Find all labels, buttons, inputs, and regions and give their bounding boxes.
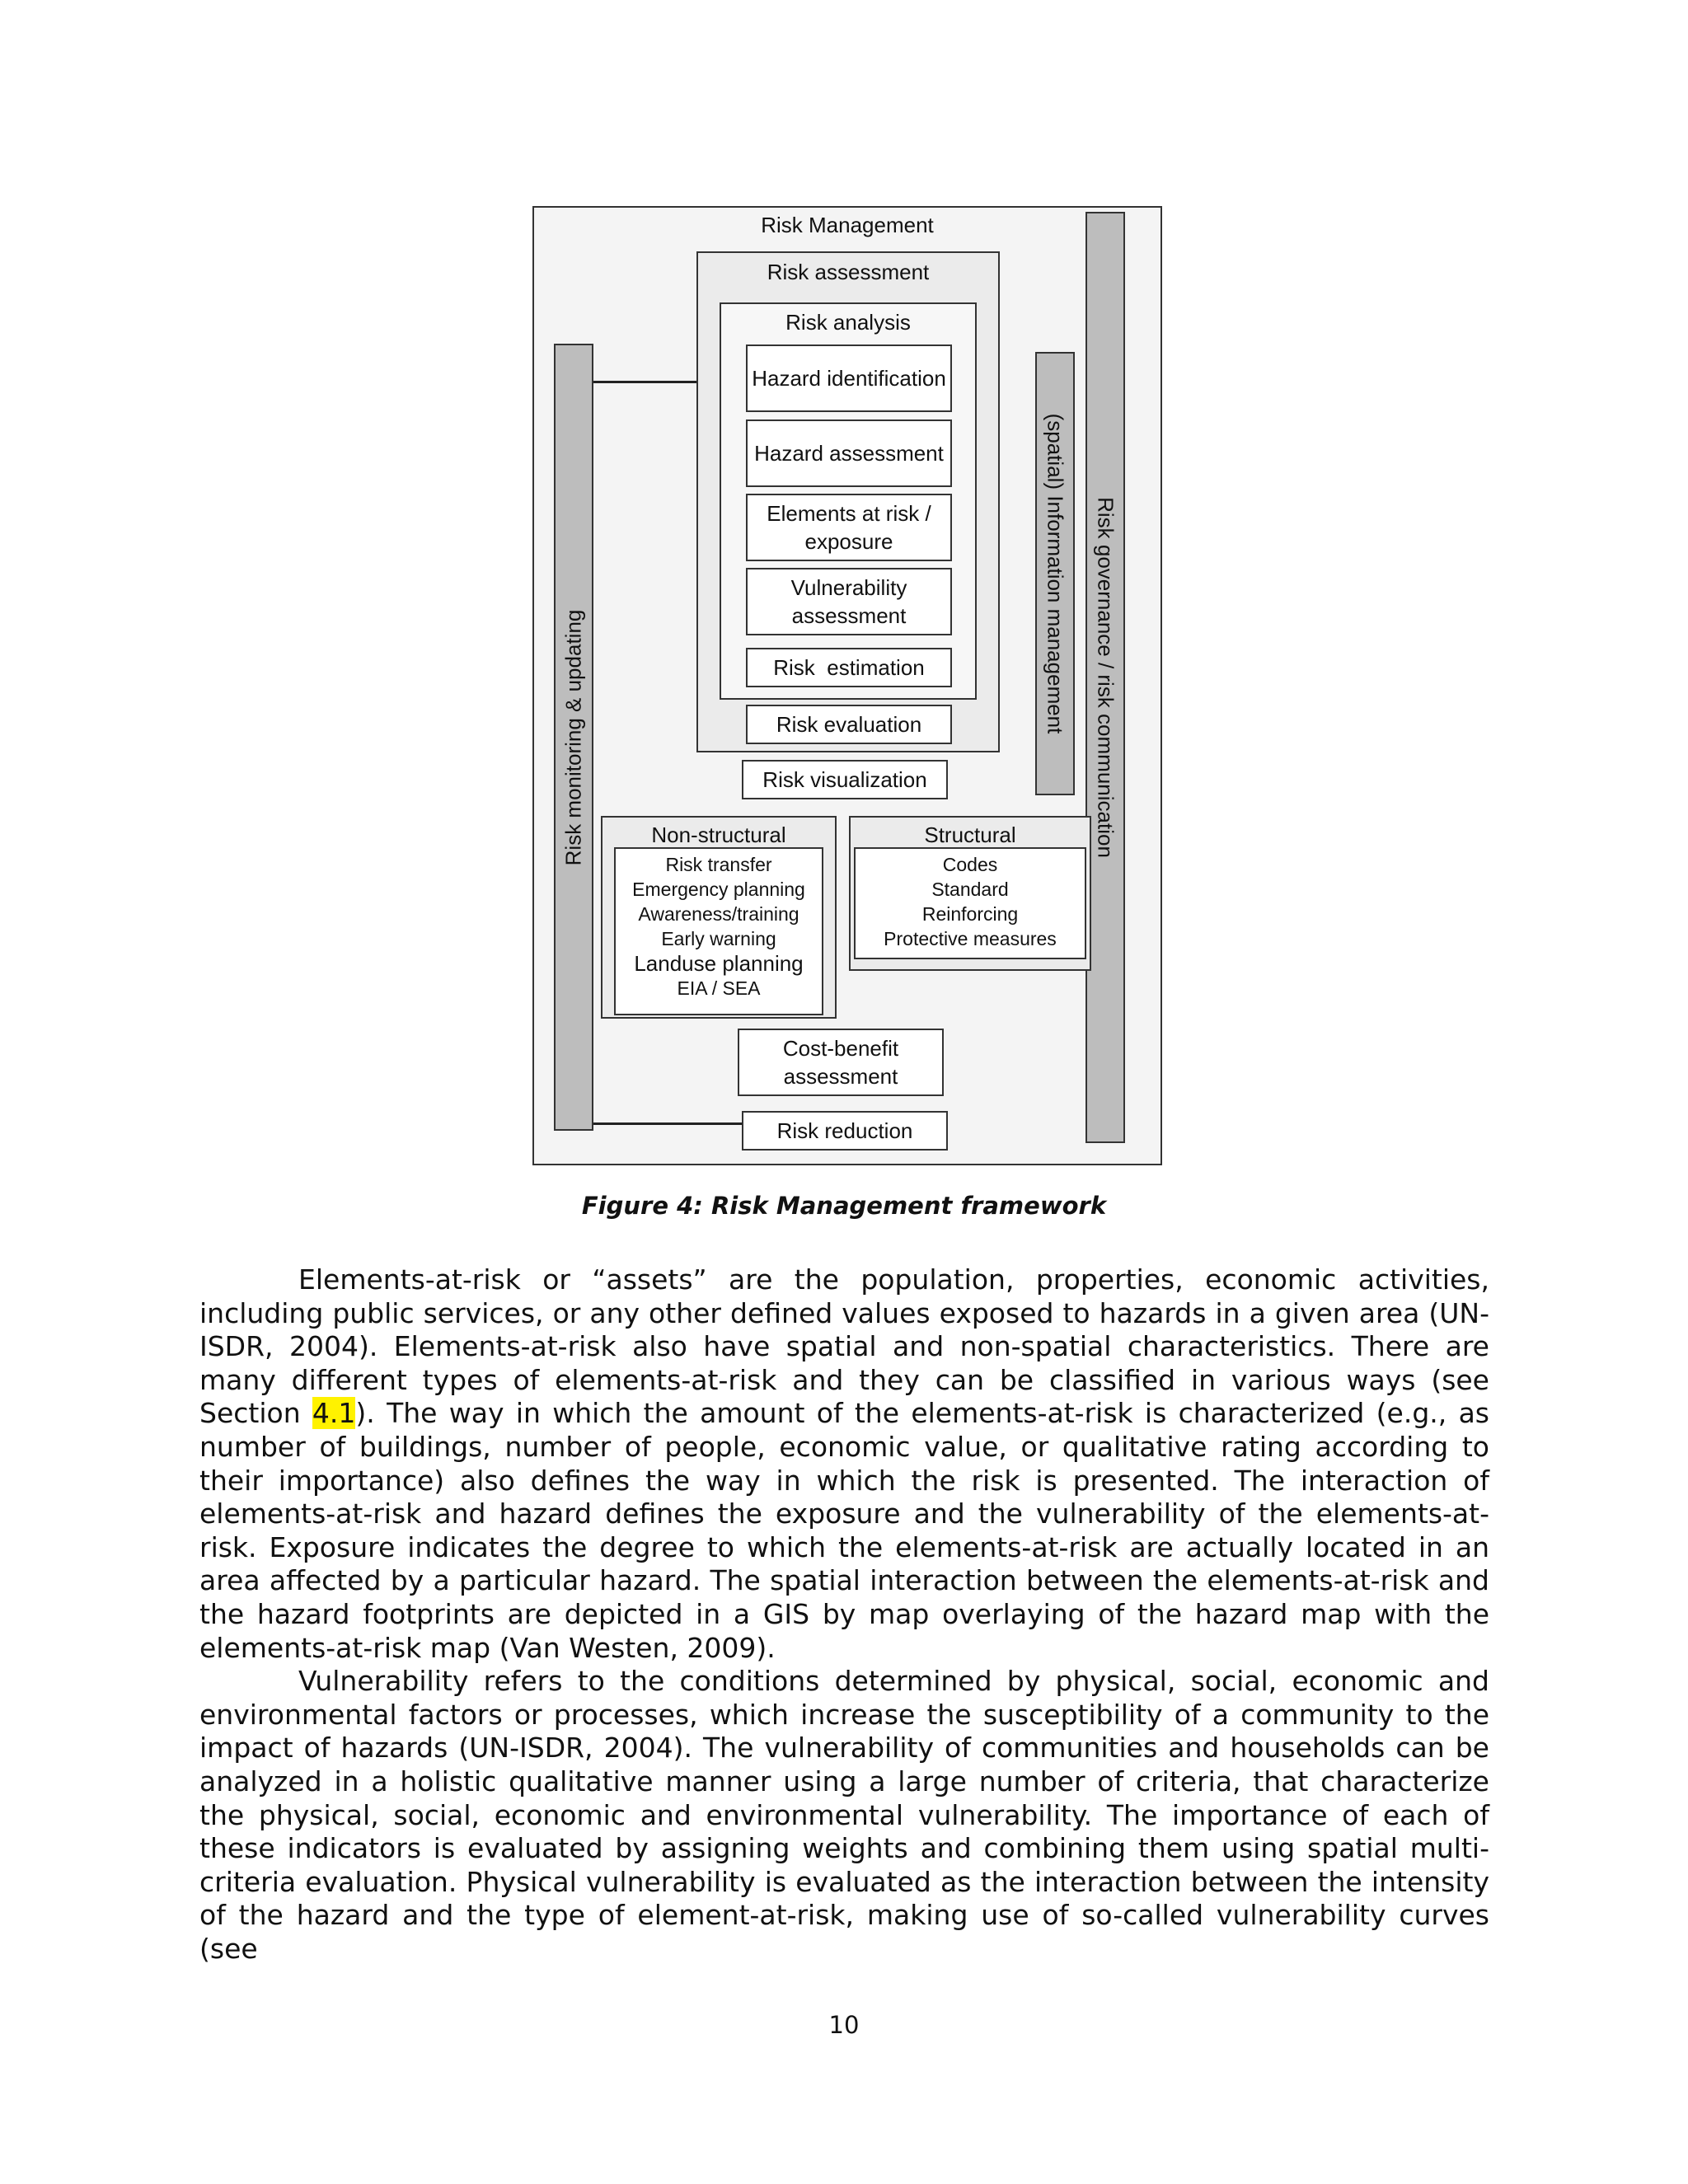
list-item: Standard [931, 879, 1009, 900]
body-text [199, 1263, 1489, 1966]
paragraph-vulnerability: Vulnerability refers to the conditions determined by physical, social, economic and environmental factors or processes, which increase the susceptibility of a community to the impact of hazards (UN-ISDR, 2004). The vulnerability of communities and households can be analyzed in a holistic qualitative manner using a large number of criteria, that characterize the physical, social, economic and environmental vulnerability. The importance of each of these indicators is evaluated by assigning weights and combining them using spatial multi-criteria evaluation. Physical vulnerability is evaluated as the interaction between the intensity of the hazard and the type of element-at-risk, making use of so-called vulnerability curves (see [199, 1665, 1489, 1965]
list-item: Risk transfer [665, 854, 772, 875]
risk-monitoring-label: Risk monitoring & updating [560, 609, 586, 865]
risk-governance-bar [1085, 212, 1125, 1143]
paragraph-text: Elements-at-risk or “assets” are the population, properties, economic activities, including public services, or any other defined values exposed to hazards in a given area (UN-ISDR, 2004). Elements-at-risk also have spatial and non-spatial characteristics. There are many different types of elements-at-risk and they can be classified in various ways (see Section [199, 1263, 1489, 1430]
information-management-label: (spatial) Information management [1043, 413, 1068, 734]
risk-management-diagram [532, 206, 1162, 1165]
list-item: Reinforcing [921, 903, 1019, 925]
list-item: Protective measures [884, 928, 1057, 949]
risk-visualization-box: Risk visualization [742, 760, 948, 799]
paragraph-elements-at-risk [199, 1263, 1489, 1665]
information-management-bar [1035, 352, 1075, 795]
page-number: 10 [828, 2011, 860, 2039]
hazard-identification-box: Hazard identification [746, 344, 952, 412]
risk-evaluation-box: Risk evaluation [746, 705, 952, 744]
structural-title: Structural [924, 823, 1016, 847]
list-item: Emergency planning [632, 879, 805, 900]
risk-management-title: Risk Management [761, 213, 934, 237]
list-item: EIA / SEA [677, 977, 761, 999]
cost-benefit-box: Cost-benefit assessment [738, 1029, 944, 1096]
risk-estimation-box: Risk estimation [746, 648, 952, 687]
list-item: Awareness/training [638, 903, 799, 925]
vulnerability-assessment-box: Vulnerability assessment [746, 568, 952, 635]
connector-monitoring-reduction [593, 1122, 742, 1125]
figure-caption: Figure 4: Risk Management framework [581, 1192, 1107, 1220]
risk-monitoring-bar [554, 344, 593, 1131]
risk-governance-label: Risk governance / risk communication [1093, 497, 1118, 858]
non-structural-title: Non-structural [651, 823, 786, 847]
elements-at-risk-box: Elements at risk / exposure [746, 494, 952, 561]
list-item: Early warning [661, 928, 776, 949]
section-reference-link[interactable]: 4.1 [312, 1397, 356, 1430]
list-item: Codes [942, 854, 998, 875]
hazard-assessment-box: Hazard assessment [746, 419, 952, 487]
non-structural-list [614, 847, 823, 1015]
risk-analysis-title: Risk analysis [785, 310, 911, 335]
risk-reduction-box: Risk reduction [742, 1111, 948, 1151]
list-item: Landuse planning [634, 951, 804, 976]
risk-assessment-title: Risk assessment [767, 260, 930, 284]
structural-list [854, 847, 1086, 959]
paragraph-text: ). The way in which the amount of the elements-at-risk is characterized (e.g., as number of buildings, number of people, economic value, or qualitative rating according to their importance) also defines the way in which the risk is presented. The interaction of elements-at-risk and hazard defines the exposure and the vulnerability of the elements-at-risk. Exposure indicates the degree to which the elements-at-risk are actually located in an area affected by a particular hazard. The spatial interaction between the elements-at-risk and the hazard footprints are depicted in a GIS by map overlaying of the hazard map with the elements-at-risk map (Van Westen, 2009). [199, 1397, 1489, 1664]
